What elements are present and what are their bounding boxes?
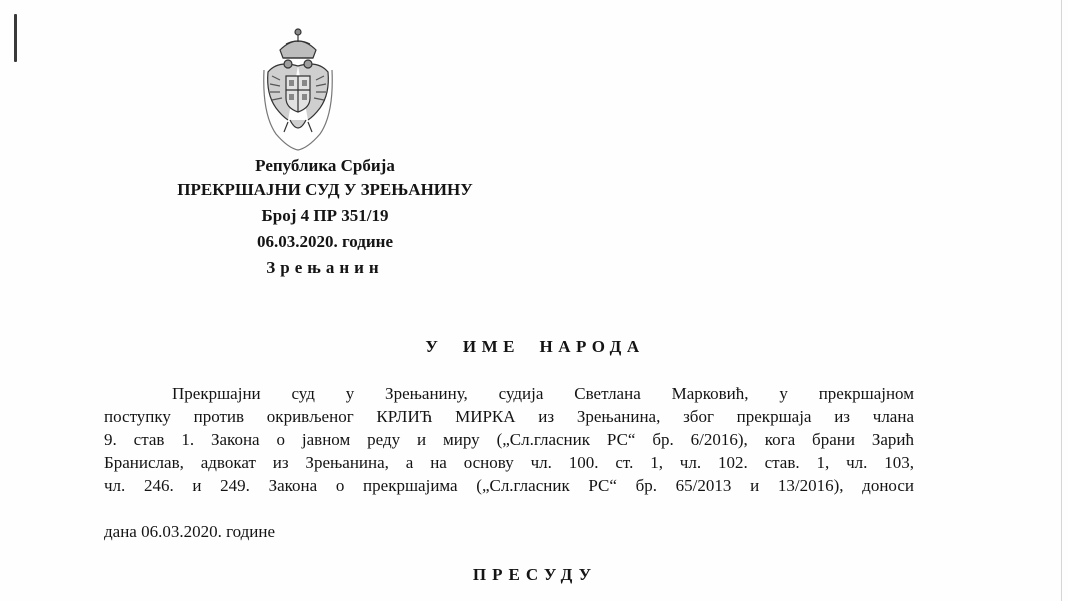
case-number: Број 4 ПР 351/19 — [261, 206, 389, 225]
document-title: У ИМЕ НАРОДА — [425, 337, 645, 356]
paragraph-line: поступку против окривљеног КРЛИЋ МИРКА из Зрењанина, због прекршаја из члана — [104, 407, 914, 426]
paragraph-line: 9. став 1. Закона о јавном реду и миру („Сл.гласник РС“ бр. 6/2016), кога брани Зарић — [104, 430, 914, 449]
paragraph-line: Бранислав, адвокат из Зрењанина, а на основу чл. 100. ст. 1, чл. 102. став. 1, чл. 103, — [104, 453, 914, 472]
scan-edge — [1061, 0, 1062, 601]
verdict-heading: ПРЕСУДУ — [472, 565, 598, 584]
coat-of-arms-icon — [258, 24, 338, 152]
court-name: ПРЕКРШАЈНИ СУД У ЗРЕЊАНИНУ — [177, 180, 473, 199]
scan-mark — [14, 14, 17, 62]
paragraph-line: чл. 246. и 249. Закона о прекршајима („Сл.гласник РС“ бр. 65/2013 и 13/2016), доноси — [104, 476, 914, 495]
city-name: Зрењанин — [266, 258, 384, 277]
paragraph-line: Прекршајни суд у Зрењанину, судија Светлана Марковић, у прекршајном — [172, 384, 914, 403]
paragraph-line: дана 06.03.2020. године — [104, 522, 276, 541]
document-date: 06.03.2020. године — [256, 232, 394, 251]
republic-name: Република Србија — [255, 156, 395, 175]
